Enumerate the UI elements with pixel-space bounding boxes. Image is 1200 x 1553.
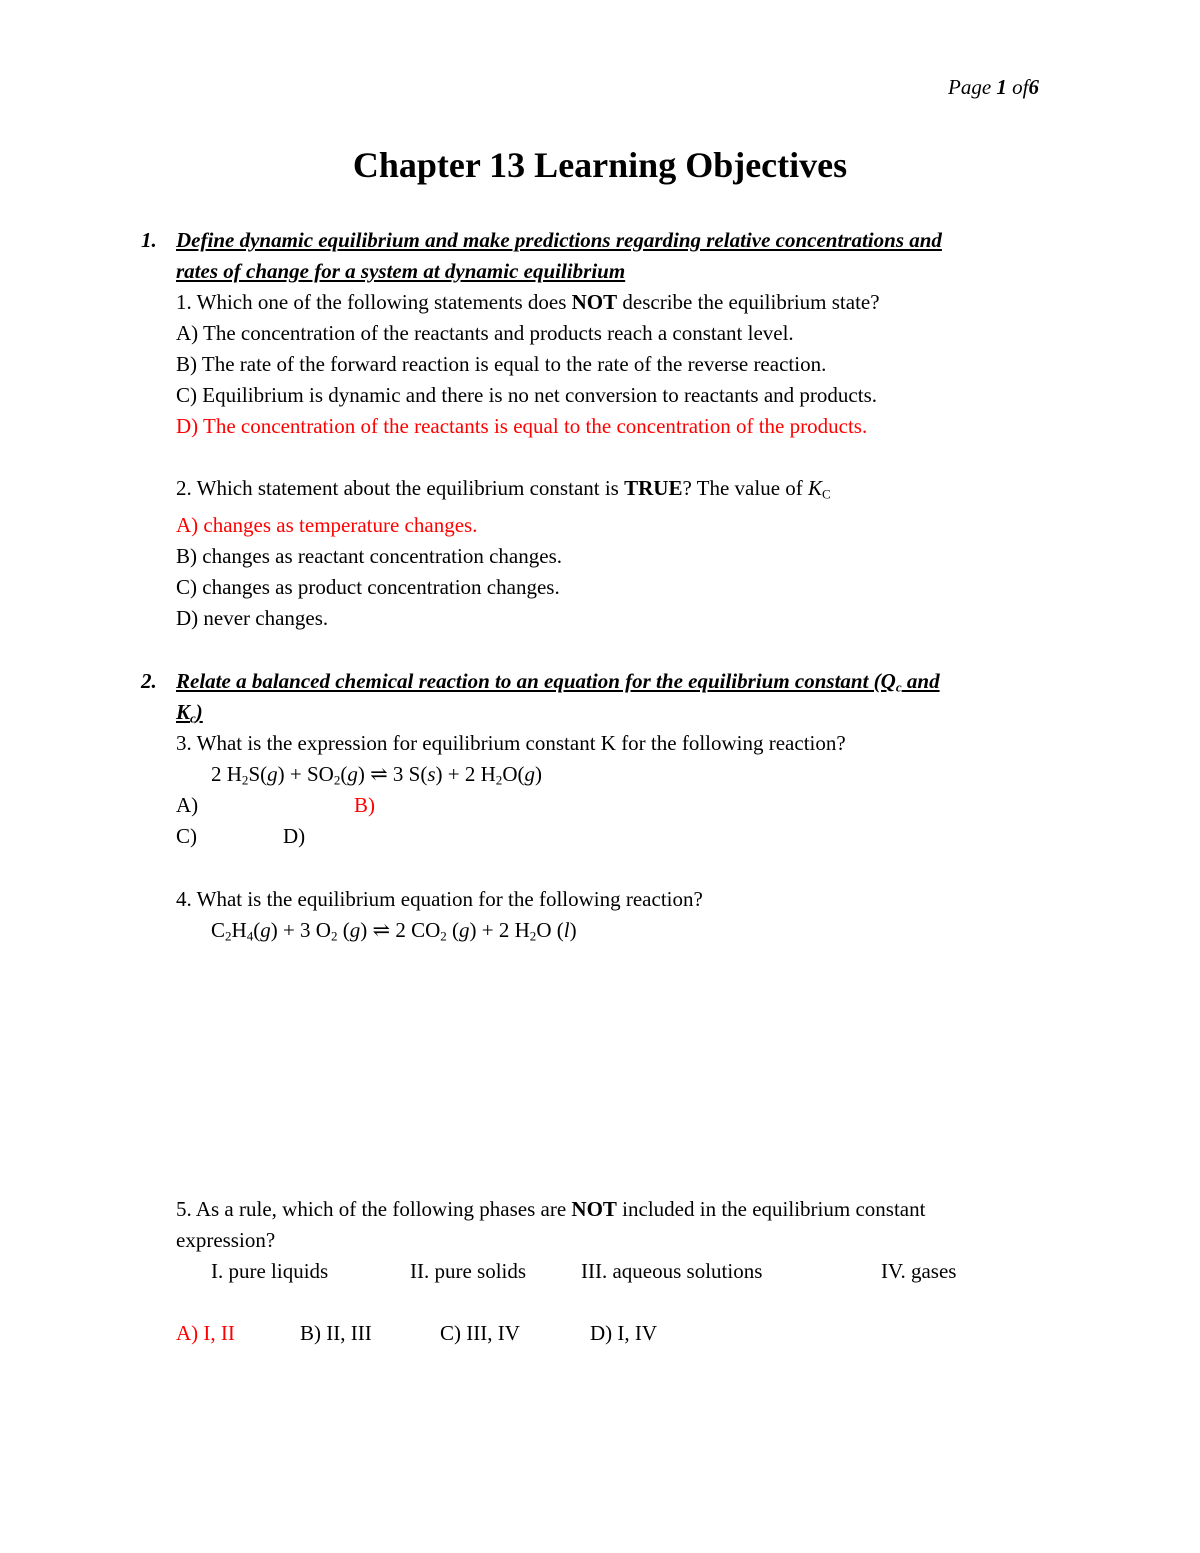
question-1-emphasis: NOT — [571, 290, 618, 314]
page-total: 6 — [1028, 75, 1039, 99]
objective-2-line2 — [176, 700, 203, 726]
question-5-line2: expression? — [176, 1228, 276, 1252]
question-2-text-post: ? The value of — [682, 476, 809, 500]
question-3-option-d: D) — [283, 824, 306, 848]
kc-subscript: C — [822, 486, 831, 502]
question-2 — [176, 476, 831, 502]
question-5-option-a-answer: A) I, II — [176, 1321, 235, 1345]
page-word: Page — [948, 75, 992, 99]
phase-4: IV. gases — [881, 1259, 957, 1283]
phase-2: II. pure solids — [410, 1259, 527, 1283]
objective-2-line1-post: and — [901, 669, 940, 693]
question-1-text-post: describe the equilibrium state? — [617, 290, 880, 314]
question-5-option-b: B) II, III — [300, 1321, 372, 1345]
page-current: 1 — [996, 75, 1007, 99]
page-of: of — [1012, 75, 1029, 99]
question-1-option-d-answer: D) The concentration of the reactants is equal to the concentration of the products. — [176, 414, 868, 438]
page-number — [948, 77, 1039, 98]
question-5-emphasis: NOT — [571, 1197, 617, 1221]
question-2-text-pre: 2. Which statement about the equilibrium constant is — [176, 476, 625, 500]
objective-2-number: 2. — [141, 669, 157, 693]
question-2-option-a-answer: A) changes as temperature changes. — [176, 513, 478, 537]
objective-1-line2: rates of change for a system at dynamic equilibrium — [176, 259, 626, 283]
question-5-text-post: included in the equilibrium constant — [616, 1197, 926, 1221]
question-3-option-b-answer: B) — [354, 793, 375, 817]
phase-1: I. pure liquids — [211, 1259, 329, 1283]
question-2-option-b: B) changes as reactant concentration changes. — [176, 544, 562, 568]
qc-subscript: c — [895, 679, 902, 695]
question-5 — [176, 1199, 925, 1220]
question-1-option-a: A) The concentration of the reactants and products reach a constant level. — [176, 321, 794, 345]
question-3-option-a: A) — [176, 793, 199, 817]
objective-1-line1: Define dynamic equilibrium and make predictions regarding relative concentrations and — [176, 228, 942, 252]
phase-3: III. aqueous solutions — [581, 1259, 763, 1283]
objective-2-line1 — [176, 669, 940, 695]
question-1-text-pre: 1. Which one of the following statements does — [176, 290, 572, 314]
question-2-option-d: D) never changes. — [176, 606, 329, 630]
question-3-option-c: C) — [176, 824, 197, 848]
question-3-reaction: 2 $H_2S(g) + SO_2(g)$ ⇌ 3 S(s) + 2 $H_2O(g)$ — [211, 762, 542, 788]
objective-2-line1-pre: Relate a balanced chemical reaction to an equation for the equilibrium constant (Q — [176, 669, 896, 693]
page-title: Chapter 13 Learning Objectives — [352, 145, 848, 185]
question-1-option-b: B) The rate of the forward reaction is equal to the rate of the reverse reaction. — [176, 352, 827, 376]
objective-2-line2-post: ) — [195, 700, 203, 724]
question-1-option-c: C) Equilibrium is dynamic and there is no net conversion to reactants and products. — [176, 383, 877, 407]
objective-1-number: 1. — [141, 228, 157, 252]
question-5-option-d: D) I, IV — [590, 1321, 658, 1345]
question-4: 4. What is the equilibrium equation for the following reaction? — [176, 887, 703, 911]
question-2-emphasis: TRUE — [624, 476, 683, 500]
question-5-option-c: C) III, IV — [440, 1321, 520, 1345]
question-2-option-c: C) changes as product concentration changes. — [176, 575, 560, 599]
question-4-reaction: $C_2H_4(g) + 3$ $O_2$ (g) ⇌ 2 $CO_2$ (g) + 2 $H_2O$ (l) — [211, 918, 577, 944]
question-3: 3. What is the expression for equilibrium constant K for the following reaction? — [176, 731, 846, 755]
question-5-text-pre: 5. As a rule, which of the following phases are — [176, 1197, 572, 1221]
objective-2-kc: K — [176, 700, 191, 724]
question-1 — [176, 292, 880, 313]
objective-2-kc-subscript: c — [190, 710, 196, 726]
kc-symbol: K — [808, 476, 823, 500]
